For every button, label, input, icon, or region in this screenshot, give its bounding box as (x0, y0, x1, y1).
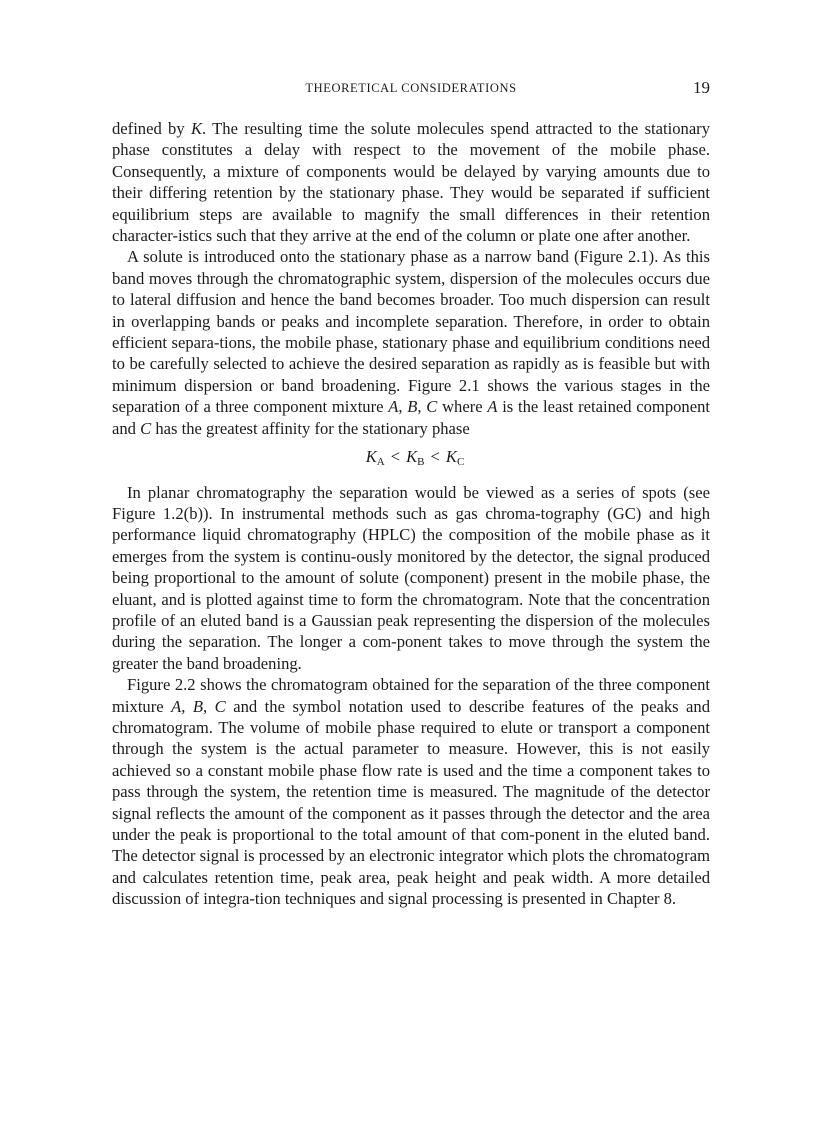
paragraph: In planar chromatography the separation would be viewed as a series of spots (see Figure 1.2(b)). In instrumental methods such as gas chroma-tography (GC) and high performance liquid chromatography (HPLC) the composition of the mobile phase as it emerges from the system is continu-ously monitored by the detector, the signal produced being proportional to the amount of solute (component) present in the mobile phase, the eluant, and is plotted against time to form the chromatogram. Note that the concentration profile of an eluted band is a Gaussian peak representing the dispersion of the molecules during the separation. The longer a com-ponent takes to move through the system the greater the band broadening. (112, 482, 710, 673)
book-page (112, 78, 710, 910)
italic-symbol: A (388, 397, 399, 417)
paragraph: defined by K. The resulting time the solute molecules spend attracted to the stationary phase constitutes a delay with respect to the movement of the mobile phase. Consequently, a mixture of components would be delayed by varying amounts due to their differing retention by the stationary phase. They would be separated if sufficient equilibrium steps are available to magnify the small differences in their retention character-istics such that they arrive at the end of the column or plate one after another. (112, 119, 711, 246)
italic-symbol: C (214, 696, 226, 716)
italic-symbol: K (190, 119, 203, 138)
equation-term: $K_A$ (365, 447, 385, 469)
paragraph: Figure 2.2 shows the chromatogram obtained for the separation of the three component mixture A, B, C and the symbol notation used to describe features of the peaks and chromatogram. The volume of mobile phase required to elute or transport a component through the system is the actual parameter to measure. However, this is not easily achieved so a constant mobile phase flow rate is used and the time a component takes to pass through the system, the retention time is measured. The magnitude of the detector signal reflects the amount of the component as it passes through the detector and the area under the peak is proportional to the total amount of that com-ponent in the eluted band. The detector signal is processed by an electronic integrator which plots the chromatogram and calculates retention time, peak area, peak height and peak width. A more detailed discussion of integra-tion techniques and signal processing is presented in Chapter 8. (112, 675, 711, 909)
italic-symbol: A (171, 696, 182, 716)
italic-symbol: C (426, 397, 438, 417)
italic-symbol: B (192, 696, 204, 716)
equation (120, 446, 710, 473)
equation-operator: < (430, 447, 440, 467)
equation-term: $K_C$ (445, 447, 465, 469)
running-head (112, 78, 710, 100)
italic-symbol: A (487, 397, 498, 417)
body-text (112, 118, 710, 910)
italic-symbol: B (407, 397, 418, 417)
paragraph: A solute is introduced onto the stationary phase as a narrow band (Figure 2.1). As this band moves through the chromatographic system, dispersion of the molecules occurs due to lateral diffusion and hence the band becomes broader. Too much dispersion can result in overlapping bands or peaks and incomplete separation. Therefore, in order to obtain efficient separa-tions, the mobile phase, stationary phase and equilibrium conditions need to be carefully selected to achieve the desired separation as rapidly as is feasible but with minimum dispersion or band broadening. Figure 2.1 shows the various stages in the separation of a three component mixture A, B, C where A is the least retained component and C has the greatest affinity for the stationary phase (112, 247, 710, 438)
running-title: THEORETICAL CONSIDERATIONS (305, 81, 517, 95)
equation-term: $K_B$ (406, 447, 425, 469)
italic-symbol: C (140, 418, 152, 438)
page-number: 19 (693, 78, 710, 97)
equation-operator: < (390, 447, 401, 467)
